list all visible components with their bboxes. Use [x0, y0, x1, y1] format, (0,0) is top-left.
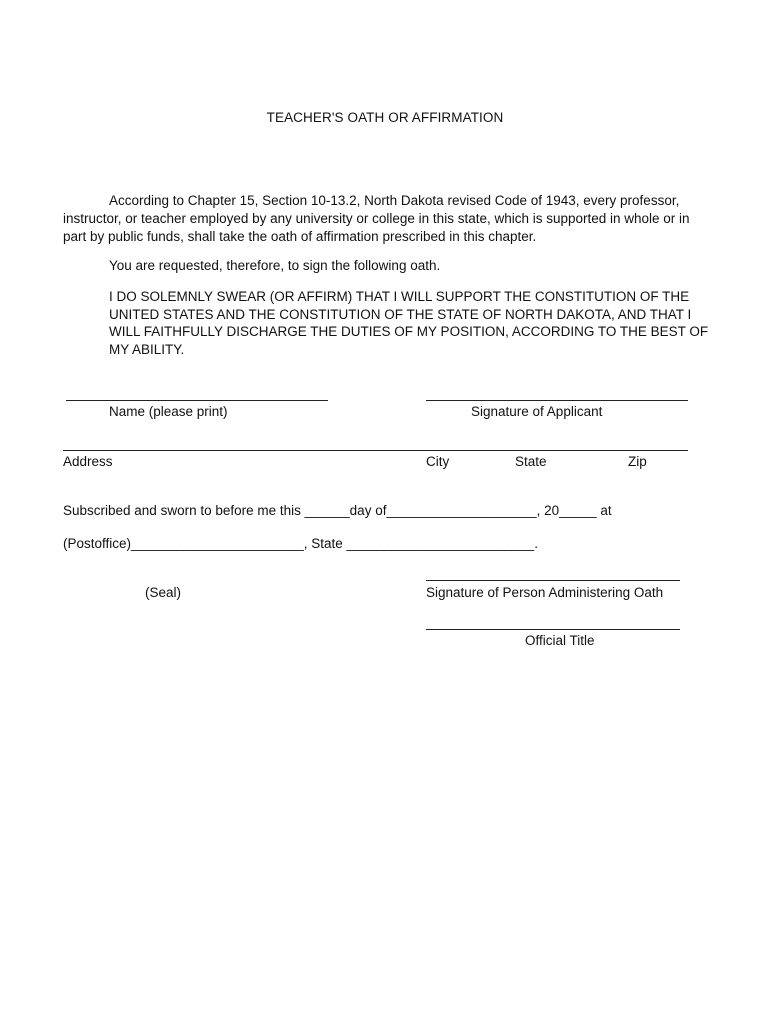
zip-label: Zip: [628, 454, 647, 469]
address-line[interactable]: [63, 450, 688, 451]
applicant-signature-line[interactable]: [426, 400, 688, 401]
administrator-signature-label: Signature of Person Administering Oath: [426, 585, 664, 600]
intro-paragraph: According to Chapter 15, Section 10-13.2, North Dakota revised Code of 1943, every professor, instructor, or teacher employed by any university or college in this state, which is supported in whole or in part by public funds, shall take the oath of affirmation prescribed in this chapter.: [63, 193, 690, 244]
city-label: City: [426, 454, 450, 469]
address-label: Address: [63, 454, 113, 469]
official-title-label: Official Title: [525, 633, 595, 648]
document-title: TEACHER'S OATH OR AFFIRMATION: [266, 110, 504, 125]
name-label: Name (please print): [109, 404, 228, 419]
subscribed-line: Subscribed and sworn to before me this ______day of____________________, 20_____ at: [63, 503, 612, 518]
request-line: You are requested, therefore, to sign the following oath.: [109, 258, 441, 273]
oath-text: I DO SOLEMNLY SWEAR (OR AFFIRM) THAT I WILL SUPPORT THE CONSTITUTION OF THE UNITED STATES AND THE CONSTITUTION OF THE STATE OF NORTH DAKOTA, AND THAT I WILL FAITHFULLY DISCHARGE THE DUTIES OF MY POSITION, ACCORDING TO THE BEST OF MY ABILITY.: [109, 289, 709, 357]
official-title-line[interactable]: [426, 629, 680, 630]
administrator-signature-line[interactable]: [426, 580, 680, 581]
seal-label: (Seal): [145, 585, 182, 600]
name-signature-line[interactable]: [66, 400, 328, 401]
signature-applicant-label: Signature of Applicant: [471, 404, 603, 419]
state-label: State: [515, 454, 547, 469]
postoffice-line: (Postoffice)_______________________, State _________________________.: [63, 536, 538, 551]
